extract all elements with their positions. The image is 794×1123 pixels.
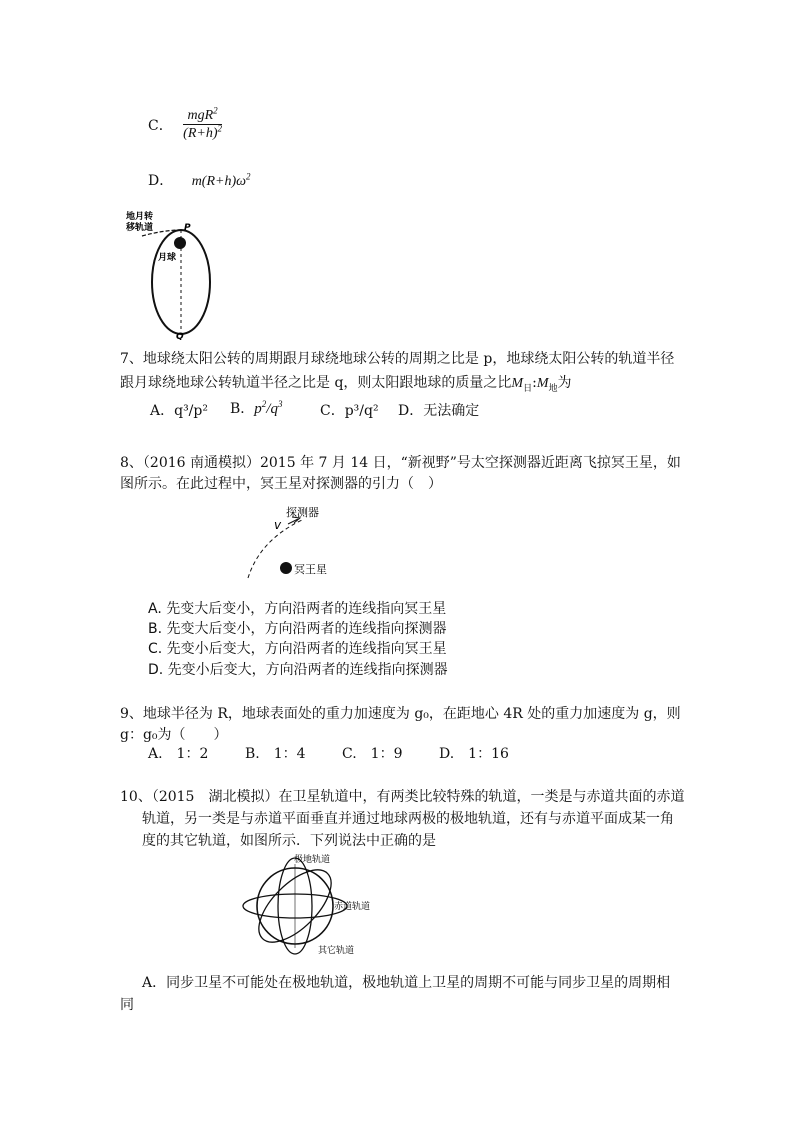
q8-option-b: B. 先变大后变小，方向沿两者的连线指向探测器 <box>148 621 447 637</box>
q6-option-c <box>148 105 222 142</box>
q6-option-d-label: D． <box>148 173 174 189</box>
q9-option-a: A. 1：2 <box>148 746 209 762</box>
other-orbit-label: 其它轨道 <box>318 946 355 956</box>
q7-sub-earth: 地 <box>548 383 558 394</box>
q6-option-d <box>148 170 251 190</box>
moon-orbit-figure <box>124 208 224 340</box>
q7-line-2-prefix: 跟月球绕地球公转轨道半径之比是 q，则太阳跟地球的质量之比 <box>120 375 512 391</box>
satellite-orbits-figure <box>238 852 388 958</box>
q9-option-d: D. 1：16 <box>439 746 509 762</box>
q6-option-c-numerator: mgR <box>187 108 214 123</box>
q10-option-a-line-1: A．同步卫星不可能处在极地轨道，极地轨道上卫星的周期不可能与同步卫星的周期相 <box>142 975 671 991</box>
q6-option-c-num-exp: 2 <box>213 105 218 116</box>
q10-line-1: 10、（2015 湖北模拟）在卫星轨道中，有两类比较特殊的轨道，一类是与赤道共面的赤道 <box>120 789 685 805</box>
q7-option-b-pexp: 2 <box>261 399 267 409</box>
q10-line-2: 轨道，另一类是与赤道平面垂直并通过地球两极的极地轨道，还有与赤道平面成某一角 <box>142 811 674 827</box>
q6-option-c-den-exp: 2 <box>217 123 222 134</box>
q10-option-a-line-2: 同 <box>120 997 134 1013</box>
q8-option-a: A. 先变大后变小，方向沿两者的连线指向冥王星 <box>148 601 447 617</box>
q7-sub-sun: 日 <box>523 383 533 394</box>
q7-option-a: A．q³/p² <box>150 403 208 419</box>
q8-line-1: 8、（2016 南通模拟）2015 年 7 月 14 日，“新视野”号太空探测器近距离飞掠冥王星，如 <box>120 455 681 471</box>
q7-option-d: D．无法确定 <box>398 403 480 419</box>
q9-line-2: g：g₀为（ ） <box>120 727 228 743</box>
q6-option-c-label: C． <box>148 117 173 134</box>
point-q-label: Q <box>176 332 184 340</box>
velocity-label: v <box>274 518 282 532</box>
q9-line-1: 9、地球半径为 R，地球表面处的重力加速度为 g₀，在距地心 4R 处的重力加速度为 g，则 <box>120 706 681 722</box>
pluto-label: 冥王星 <box>294 563 327 576</box>
q7-line-2-suffix: 为 <box>557 375 572 391</box>
q6-option-c-fraction <box>183 105 222 142</box>
q9-option-c: C. 1：9 <box>342 746 403 762</box>
q8-option-c: C. 先变小后变大，方向沿两者的连线指向冥王星 <box>148 641 447 657</box>
q7-line-1: 7、地球绕太阳公转的周期跟月球绕地球公转的周期之比是 p，地球绕太阳公转的轨道半径 <box>120 351 675 367</box>
q7-colon: : <box>532 375 537 391</box>
q7-option-b-qexp: 3 <box>277 399 283 409</box>
q8-option-d: D. 先变小后变大，方向沿两者的连线指向探测器 <box>148 662 448 678</box>
q8-line-2: 图所示。在此过程中，冥王星对探测器的引力（ ） <box>120 476 442 492</box>
q7-option-b-q: q <box>270 401 278 417</box>
q7-mass-earth: M <box>536 376 549 391</box>
q7-line-2 <box>120 372 572 392</box>
transfer-orbit-label-1: 地月转 <box>126 212 154 222</box>
q10-line-3: 度的其它轨道，如图所示．下列说法中正确的是 <box>142 833 436 849</box>
q7-option-c: C．p³/q² <box>320 403 379 419</box>
q6-option-d-expr <box>191 171 251 189</box>
transfer-orbit-label-2: 移轨道 <box>126 223 154 233</box>
q9-option-b: B. 1：4 <box>245 746 306 762</box>
q6-option-d-expr-text: m(R+h)ω <box>191 174 247 189</box>
q6-option-d-exp: 2 <box>246 171 251 182</box>
pluto-icon <box>280 562 292 574</box>
q7-option-b: B．$p^2/q^3$ <box>230 399 283 417</box>
moon-icon <box>174 237 186 249</box>
q7-mass-sun: M <box>511 376 524 391</box>
q7-option-b-p: p <box>254 401 262 417</box>
moon-label: 月球 <box>158 253 177 263</box>
q7-option-b-label: B． <box>230 401 255 417</box>
polar-orbit-label: 极地轨道 <box>294 855 331 865</box>
probe-label: 探测器 <box>286 506 319 519</box>
equatorial-orbit-label: 赤道轨道 <box>334 902 371 912</box>
point-p-label: P <box>184 223 191 233</box>
pluto-flyby-figure <box>240 502 350 582</box>
q6-option-c-denominator: (R+h) <box>183 126 218 142</box>
